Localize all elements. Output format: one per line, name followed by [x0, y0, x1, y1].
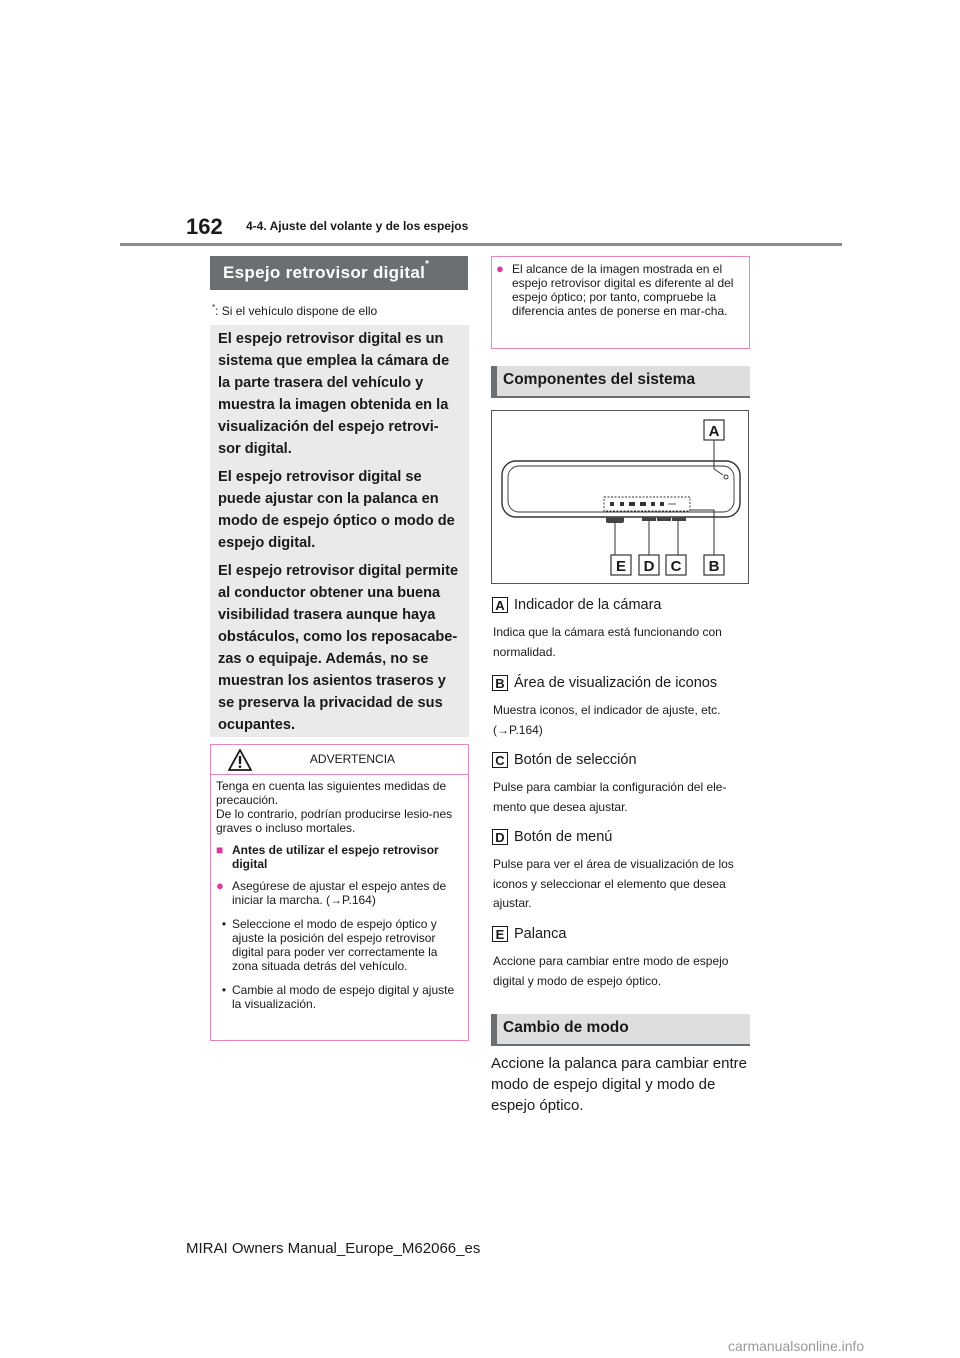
warning-intro: Tenga en cuenta las siguientes medidas de precaución. De lo contrario, podrían producirse lesio-nes graves o incluso mortales.	[216, 779, 453, 835]
watermark: carmanualsonline.info	[728, 1338, 865, 1354]
letter-box: A	[492, 597, 508, 613]
warning-bullet	[216, 983, 463, 1011]
letter-box: C	[492, 752, 508, 768]
diagram-label-a: A	[708, 423, 720, 440]
warning-dot-item	[216, 879, 463, 907]
letter-box: E	[492, 926, 508, 942]
component-desc: Accione para cambiar entre modo de espejo digital y modo de espejo óptico.	[493, 954, 729, 988]
components-rule	[491, 396, 750, 398]
component-desc: Indica que la cámara está funcionando con normalidad.	[493, 625, 722, 659]
component-item-e	[492, 926, 566, 942]
component-item-d	[492, 829, 612, 845]
section-heading: 4-4. Ajuste del volante y de los espejos	[246, 219, 469, 233]
component-desc: Pulse para cambiar la configuración del ele-mento que desea ajustar.	[493, 780, 727, 814]
warning-dot-text: Asegúrese de ajustar el espejo antes de iniciar la marcha. (→P.164)	[232, 879, 447, 907]
diagram-label-c: C	[670, 558, 682, 575]
title-asterisk: *	[425, 259, 430, 270]
mirror-diagram	[491, 410, 749, 584]
component-title: Palanca	[514, 926, 567, 942]
intro-paragraph: El espejo retrovisor digital permite al conductor obtener una buena visibilidad trasera aunque haya obstáculos, como los reposacabe-zas o equipaje. Además, no se muestran los asientos traseros y se preserva la privacidad de sus ocupantes.	[218, 563, 459, 733]
component-desc: Pulse para ver el área de visualización de los iconos y seleccionar el elemento que desea ajustar.	[493, 857, 734, 910]
circle-bullet-icon: ●	[496, 261, 504, 276]
circle-bullet-icon: ●	[216, 878, 224, 893]
page-title-text: Espejo retrovisor digital	[223, 263, 426, 282]
mode-heading: Cambio de modo	[491, 1014, 750, 1046]
component-title: Indicador de la cámara	[514, 597, 662, 613]
mode-text: Accione la palanca para cambiar entre modo de espejo digital y modo de espejo óptico.	[491, 1055, 747, 1114]
components-heading: Componentes del sistema	[491, 366, 750, 398]
warning-subheading-text: Antes de utilizar el espejo retrovisor digital	[232, 843, 439, 871]
component-item-a	[492, 597, 662, 613]
component-item-b	[492, 675, 717, 691]
warning-bullet-text: Seleccione el modo de espejo óptico y ajuste la posición del espejo retrovisor digital para poder ver correctamente la zona situada detrás del vehículo.	[232, 917, 438, 973]
diagram-label-d: D	[643, 558, 655, 575]
footer: MIRAI Owners Manual_Europe_M62066_es	[186, 1240, 481, 1257]
bullet-icon: •	[221, 917, 227, 931]
footnote-text: : Si el vehículo dispone de ello	[215, 304, 378, 318]
mirror-illustration	[492, 411, 748, 583]
bullet-icon: •	[221, 983, 227, 997]
warning-triangle-icon	[228, 749, 252, 771]
diagram-label-e: E	[615, 558, 627, 575]
note-text: El alcance de la imagen mostrada en el espejo retrovisor digital es diferente al del espejo óptico; por tanto, compruebe la diferencia antes de ponerse en mar-cha.	[512, 262, 734, 318]
square-bullet-icon: ■	[216, 843, 224, 857]
intro-paragraph: El espejo retrovisor digital se puede ajustar con la palanca en modo de espejo óptico o modo de espejo digital.	[218, 469, 455, 551]
warning-bullet-text: Cambie al modo de espejo digital y ajuste la visualización.	[232, 983, 455, 1011]
header-rule	[120, 243, 842, 246]
component-title: Botón de selección	[514, 752, 637, 768]
warning-header	[211, 745, 468, 775]
warning-box	[210, 744, 469, 1041]
mode-rule	[491, 1044, 750, 1046]
intro-paragraph: El espejo retrovisor digital es un sistema que emplea la cámara de la parte trasera del vehículo y muestra la imagen obtenida en la visualización del espejo retrovi-sor digital.	[218, 331, 450, 457]
letter-box: D	[492, 829, 508, 845]
component-desc: Muestra iconos, el indicador de ajuste, etc. (→P.164)	[493, 703, 721, 737]
page-number: 162	[186, 214, 223, 239]
diagram-label-b: B	[708, 558, 720, 575]
warning-subheading	[216, 843, 463, 871]
component-title: Botón de menú	[514, 829, 613, 845]
warning-bullet	[216, 917, 463, 973]
component-title: Área de visualización de iconos	[514, 675, 718, 691]
footnote-asterisk: *	[212, 303, 216, 312]
footnote	[212, 303, 377, 318]
intro-box	[210, 325, 469, 737]
page-title	[210, 256, 468, 290]
component-item-c	[492, 752, 637, 768]
letter-box: B	[492, 675, 508, 691]
note-box	[491, 256, 750, 349]
warning-heading: ADVERTENCIA	[309, 752, 396, 766]
